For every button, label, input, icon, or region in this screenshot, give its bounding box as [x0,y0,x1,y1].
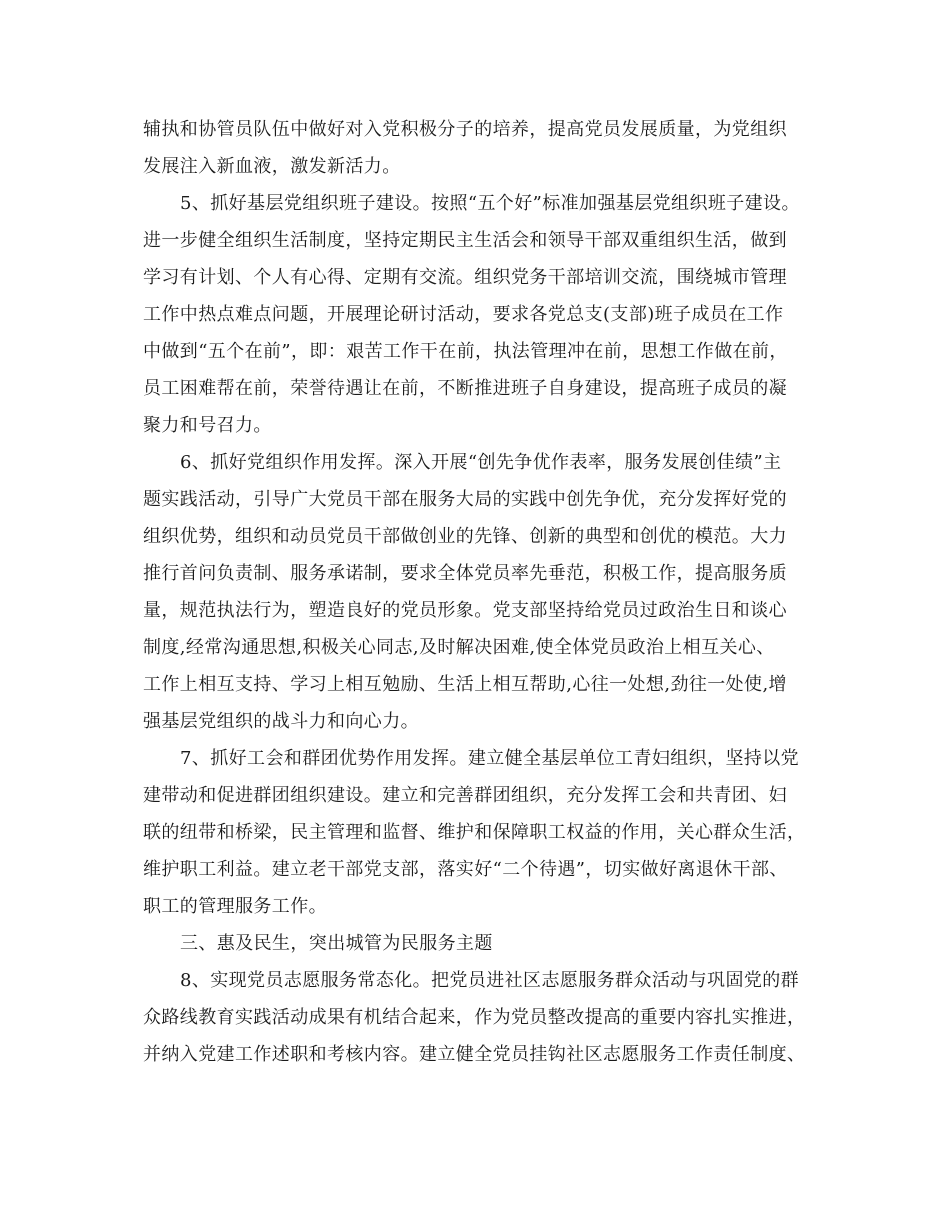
text-line: 推行首问负责制、服务承诺制，要求全体党员率先垂范，积极工作，提高服务质 [143,563,787,584]
paragraph-7-start: 7、抓好工会和群团优势作用发挥。建立健全基层单位工青妇组织，坚持以党 [180,748,800,769]
text-line: 维护职工利益。建立老干部党支部，落实好“二个待遇”，切实做好离退休干部、 [143,859,788,880]
text-line: 并纳入党建工作述职和考核内容。建立健全党员挂钩社区志愿服务工作责任制度、 [143,1044,806,1065]
text-line: 联的纽带和桥梁，民主管理和监督、维护和保障职工权益的作用，关心群众生活， [143,822,806,843]
text-line: 建带动和促进群团组织建设。建立和完善群团组织，充分发挥工会和共青团、妇 [143,785,787,806]
text-line: 职工的管理服务工作。 [143,896,327,917]
paragraph-6-start: 6、抓好党组织作用发挥。深入开展“创先争优作表率，服务发展创佳绩”主 [180,452,782,473]
text-line: 工作上相互支持、学习上相互勉励、生活上相互帮助,心往一处想,劲往一处使,增 [143,674,787,695]
text-line: 发展注入新血液，激发新活力。 [143,156,401,177]
text-line: 量，规范执法行为，塑造良好的党员形象。党支部坚持给党员过政治生日和谈心 [143,600,787,621]
text-line: 制度,经常沟通思想,积极关心同志,及时解决困难,使全体党员政治上相互关心、 [143,637,775,658]
section-heading: 三、惠及民生，突出城管为民服务主题 [180,933,493,954]
text-line: 进一步健全组织生活制度，坚持定期民主生活会和领导干部双重组织生活，做到 [143,230,787,251]
text-line: 题实践活动，引导广大党员干部在服务大局的实践中创先争优，充分发挥好党的 [143,489,787,510]
text-line: 众路线教育实践活动成果有机结合起来，作为党员整改提高的重要内容扎实推进， [143,1007,806,1028]
paragraph-5-start: 5、抓好基层党组织班子建设。按照“五个好”标准加强基层党组织班子建设。 [180,193,800,214]
text-line: 辅执和协管员队伍中做好对入党积极分子的培养，提高党员发展质量，为党组织 [143,119,787,140]
text-line: 组织优势，组织和动员党员干部做创业的先锋、创新的典型和创优的模范。大力 [143,526,787,547]
paragraph-8-start: 8、实现党员志愿服务常态化。把党员进社区志愿服务群众活动与巩固党的群 [180,970,800,991]
text-line: 学习有计划、个人有心得、定期有交流。组织党务干部培训交流，围绕城市管理 [143,267,787,288]
text-line: 工作中热点难点问题，开展理论研讨活动，要求各党总支(支部)班子成员在工作 [143,304,784,325]
text-line: 员工困难帮在前，荣誉待遇让在前，不断推进班子自身建设，提高班子成员的凝 [143,378,787,399]
text-line: 聚力和号召力。 [143,415,272,436]
text-line: 中做到“五个在前”，即：艰苦工作干在前，执法管理冲在前，思想工作做在前， [143,341,788,362]
text-line: 强基层党组织的战斗力和向心力。 [143,711,419,732]
